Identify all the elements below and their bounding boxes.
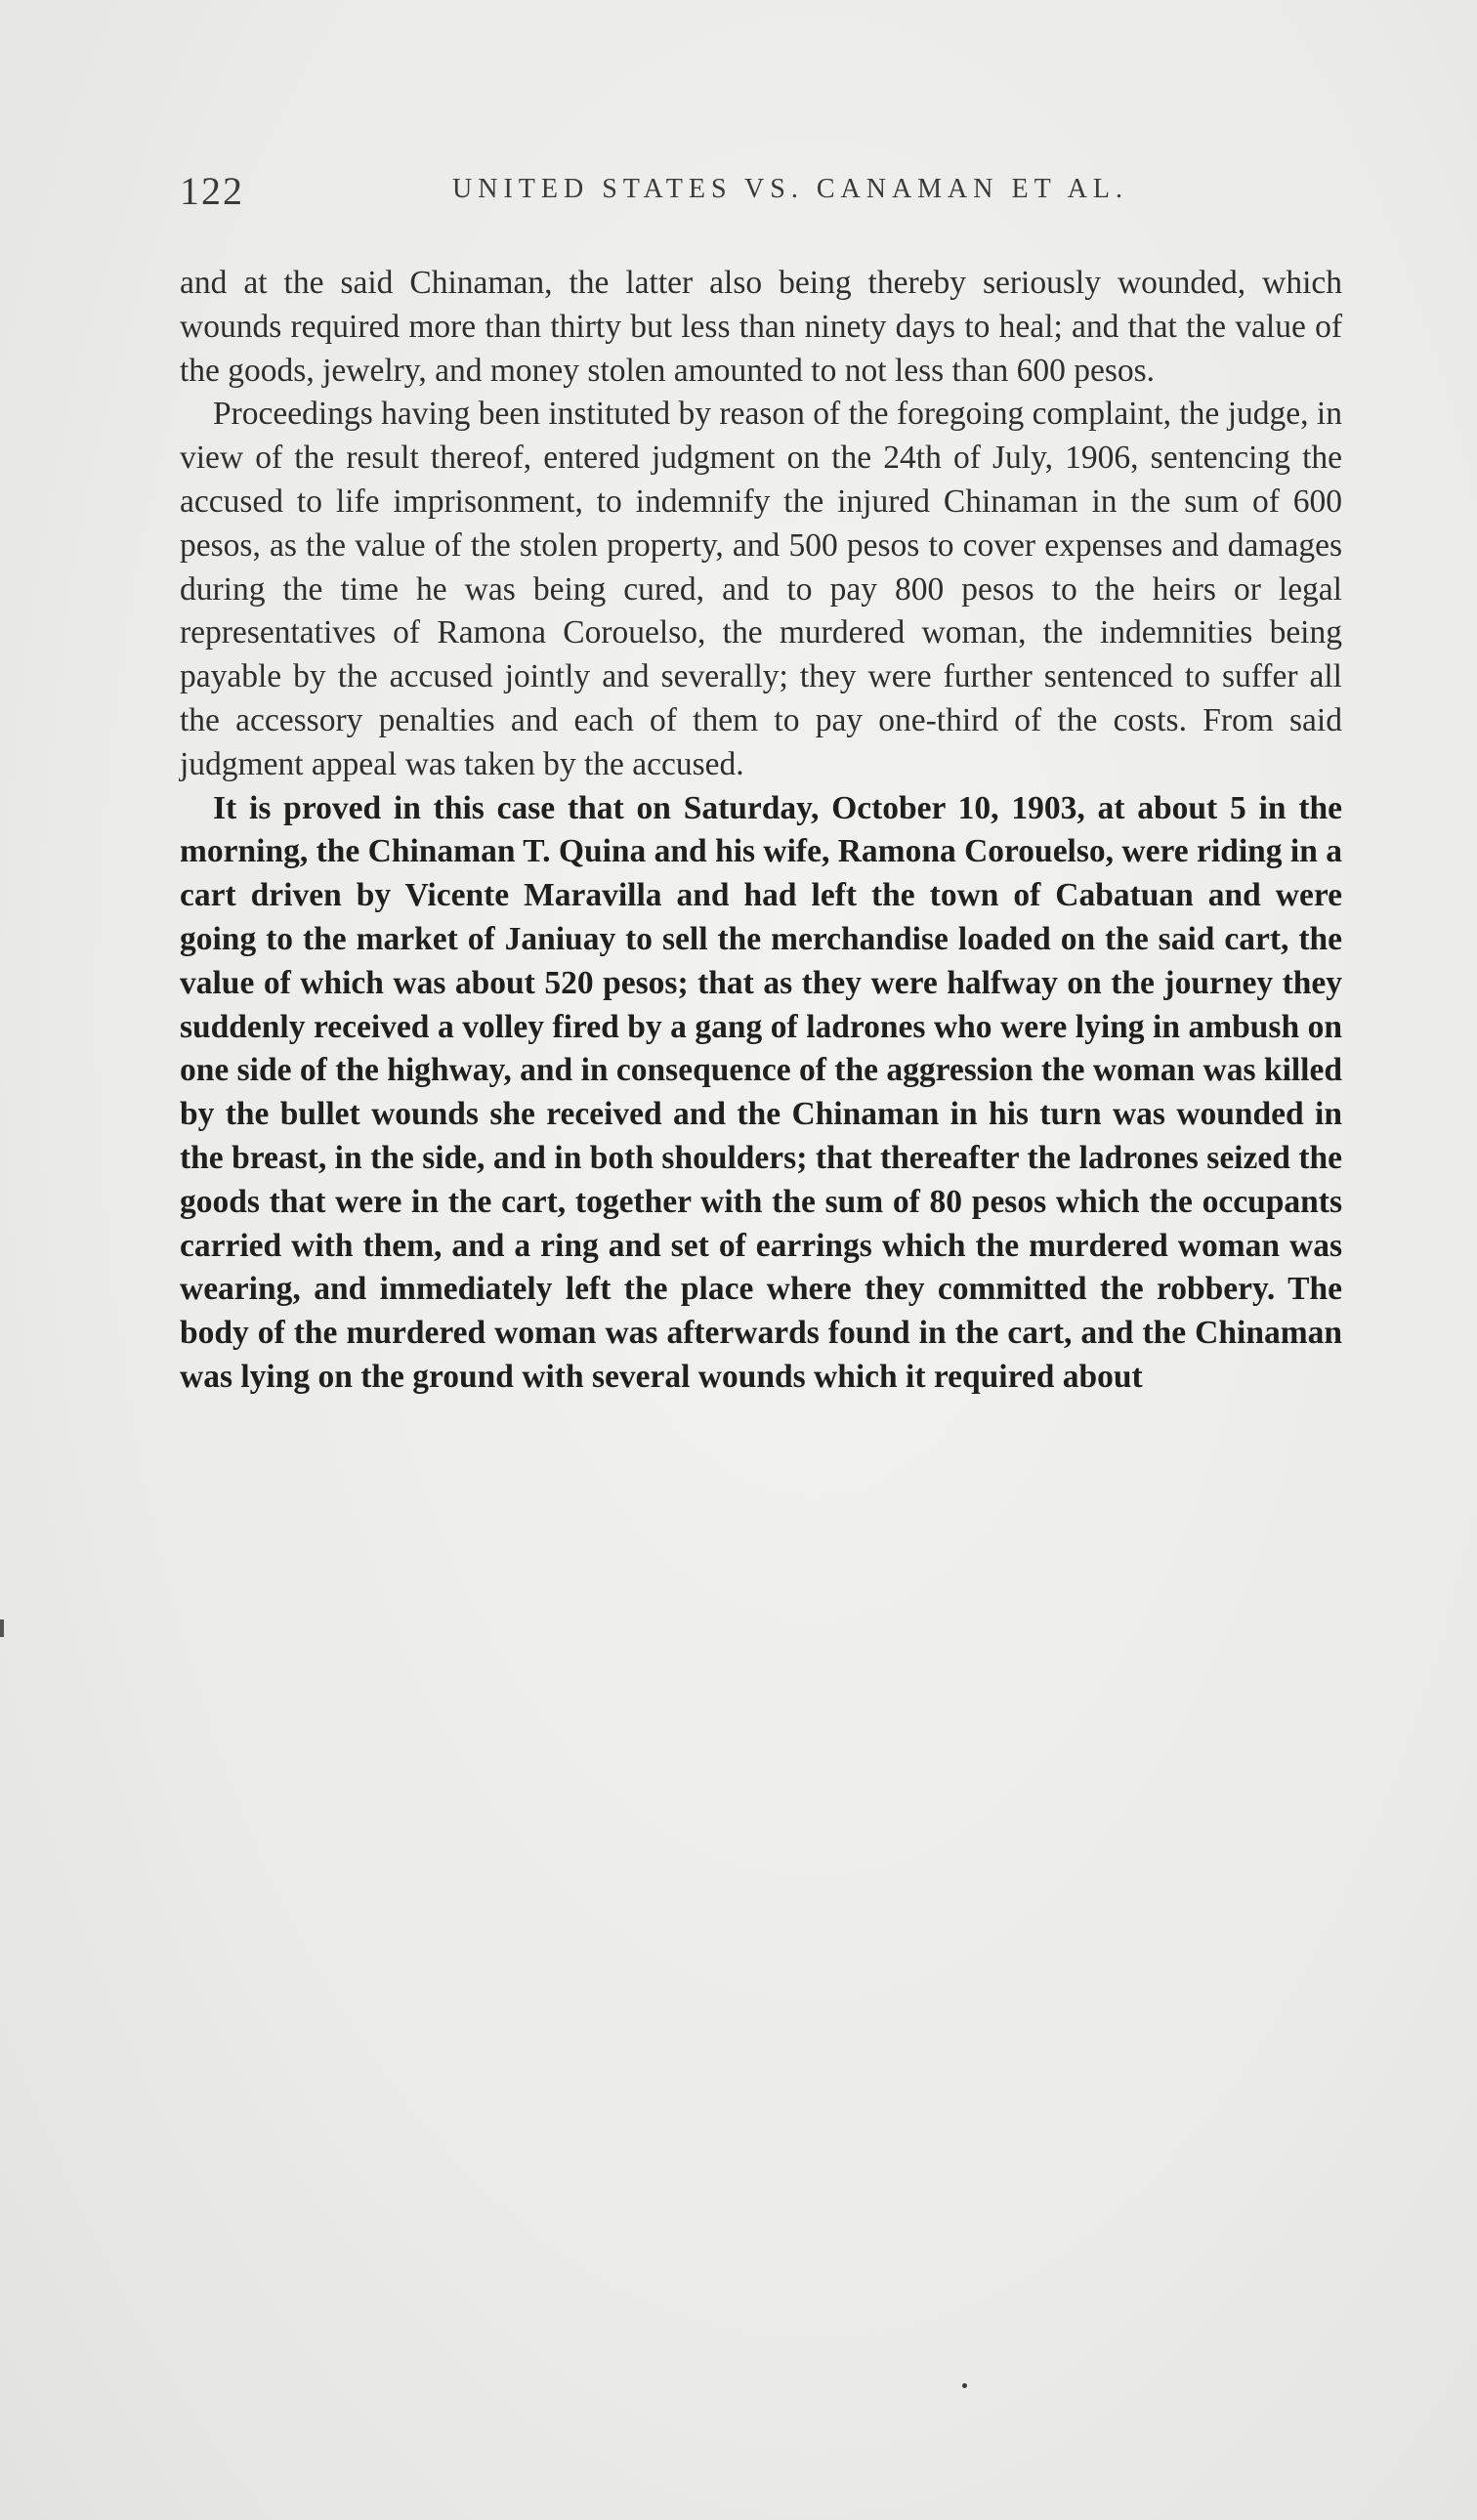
paragraph-facts: It is proved in this case that on Saturday, October 10, 1903, at about 5 in the morning, the Chinaman T. Quina and his wife, Ramona Corouelso, were riding in a cart driven by Vicente Maravilla and had left the town of Cabatuan and were going to the market of Janiuay to sell the merchandise loaded on the said cart, the value of which was about 520 pesos; that as they were halfway on the journey they suddenly received a volley fired by a gang of ladrones who were lying in ambush on one side of the highway, and in consequence of the aggression the woman was killed by the bullet wounds she received and the Chinaman in his turn was wounded in the breast, in the side, and in both shoulders; that thereafter the ladrones seized the goods that were in the cart, together with the sum of 80 pesos which the occupants carried with them, and a ring and set of earrings which the murdered woman was wearing, and immediately left the place where they committed the robbery. The body of the murdered woman was afterwards found in the cart, and the Chinaman was lying on the ground with several wounds which it required about xyxy=(180,789,1342,1395)
paragraph-complaint-continuation: and at the said Chinaman, the latter also being thereby seriously wounded, which wounds required more than thirty but less than ninety days to heal; and that the value of the goods, jewelry, and money stolen amounted to not less than 600 pesos. xyxy=(180,265,1342,389)
page-number: 122 xyxy=(180,169,244,213)
body-text xyxy=(180,262,1342,1400)
running-head xyxy=(180,168,1342,227)
paragraph-judgment: Proceedings having been instituted by reason of the foregoing complaint, the judge, in view of the result thereof, entered judgment on the 24th of July, 1906, sentencing the accused to life imprisonment, to indemnify the injured Chinaman in the sum of 600 pesos, as the value of the stolen property, and 500 pesos to cover expenses and damages during the time he was being cured, and to pay 800 pesos to the heirs or legal representatives of Ramona Corouelso, the murdered woman, the indemnities being payable by the accused jointly and severally; they were further sentenced to suffer all the accessory penalties and each of them to pay one-third of the costs. From said judgment appeal was taken by the accused. xyxy=(180,396,1342,782)
margin-mark xyxy=(0,1619,4,1637)
ink-speck xyxy=(962,2383,967,2388)
running-title: UNITED STATES VS. CANAMAN ET AL. xyxy=(452,174,1128,204)
